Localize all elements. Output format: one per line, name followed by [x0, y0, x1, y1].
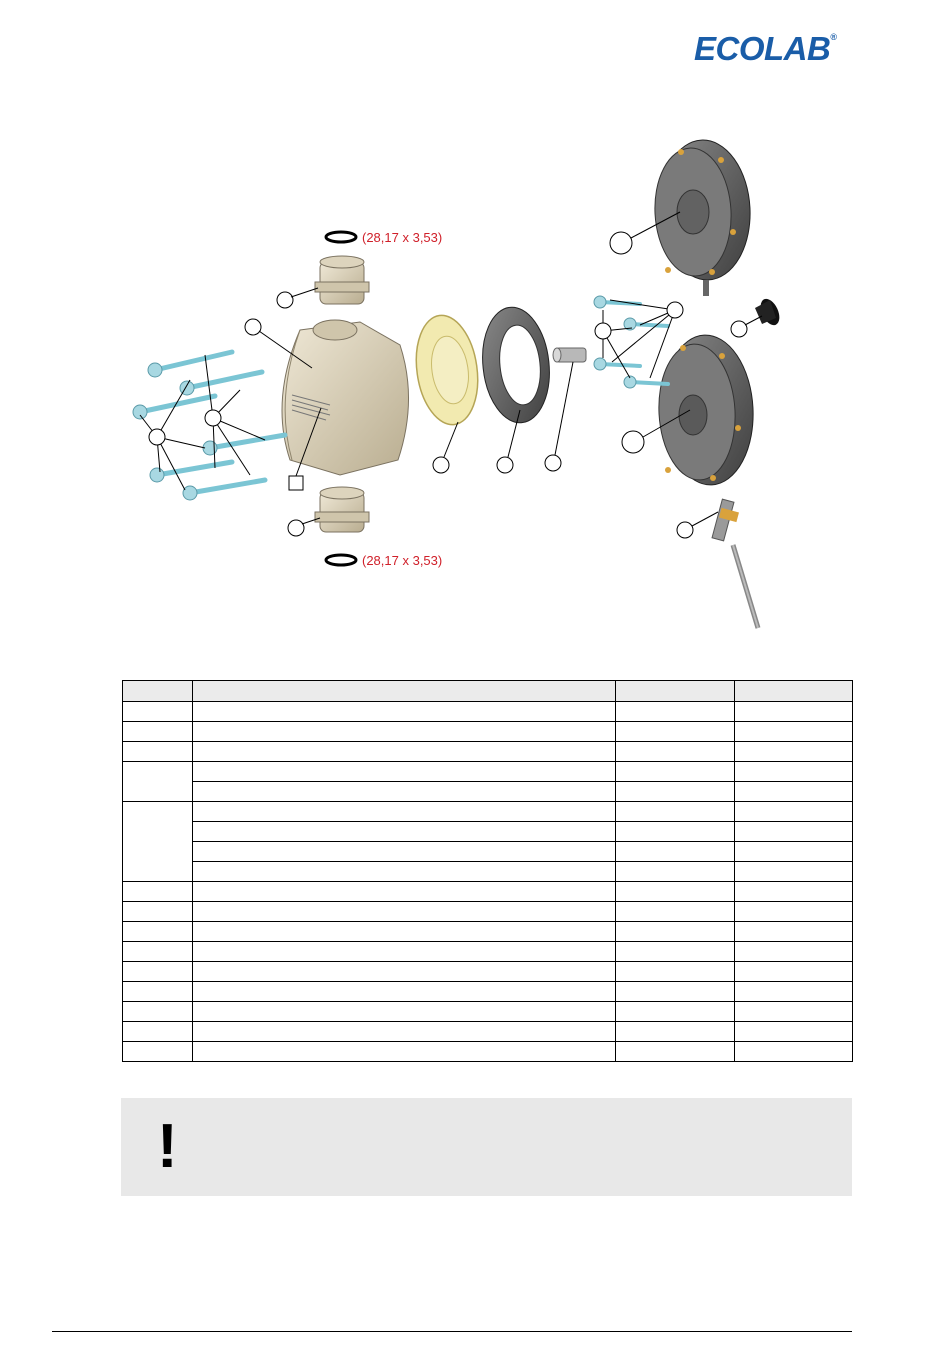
cell [735, 982, 853, 1002]
spacer-pin [553, 348, 586, 362]
cell [616, 922, 735, 942]
header-cell [123, 681, 193, 702]
logo-text: ECOLAB [694, 30, 831, 67]
notice-box [121, 1098, 852, 1196]
desc-cell [193, 922, 616, 942]
cell [616, 782, 735, 802]
cell [735, 722, 853, 742]
desc-cell [193, 842, 616, 862]
header-cell [616, 681, 735, 702]
pos-cell [123, 722, 193, 742]
desc-cell [193, 982, 616, 1002]
cell [735, 942, 853, 962]
table-row [123, 822, 853, 842]
pos-cell [123, 922, 193, 942]
table-row [123, 962, 853, 982]
cell [616, 982, 735, 1002]
pos-cell [123, 1022, 193, 1042]
table-row [123, 722, 853, 742]
desc-cell [193, 702, 616, 722]
cell [735, 1042, 853, 1062]
diaphragm [410, 311, 485, 428]
desc-cell [193, 822, 616, 842]
desc-cell [193, 802, 616, 822]
header-cell [735, 681, 853, 702]
table-row [123, 702, 853, 722]
desc-cell [193, 882, 616, 902]
desc-cell [193, 862, 616, 882]
table-row [123, 842, 853, 862]
table-row [123, 762, 853, 782]
desc-cell [193, 782, 616, 802]
cell [735, 702, 853, 722]
cell [616, 1022, 735, 1042]
pos-cell [123, 1002, 193, 1022]
cell [616, 902, 735, 922]
cell [616, 1042, 735, 1062]
pump-head [282, 320, 409, 475]
table-row [123, 982, 853, 1002]
desc-cell [193, 762, 616, 782]
flange-bottom [655, 333, 756, 488]
desc-cell [193, 742, 616, 762]
pos-cell [123, 1042, 193, 1062]
cell [616, 842, 735, 862]
table-row [123, 1022, 853, 1042]
desc-cell [193, 1042, 616, 1062]
sensor-valve [712, 499, 758, 628]
cell [735, 842, 853, 862]
cell [735, 922, 853, 942]
parts-table [122, 680, 853, 1062]
table-row [123, 1042, 853, 1062]
cell [735, 822, 853, 842]
cell [735, 782, 853, 802]
cap [755, 296, 783, 328]
table-row [123, 922, 853, 942]
pos-cell [123, 802, 193, 882]
cell [616, 822, 735, 842]
valve-bottom [315, 487, 369, 532]
cell [735, 862, 853, 882]
registered-mark: ® [830, 32, 837, 42]
cell [735, 762, 853, 782]
cell [735, 1002, 853, 1022]
cell [616, 742, 735, 762]
cell [735, 742, 853, 762]
pos-cell [123, 762, 193, 802]
desc-cell [193, 902, 616, 922]
desc-cell [193, 962, 616, 982]
table-row [123, 1002, 853, 1022]
table-row [123, 902, 853, 922]
flange-top [652, 138, 754, 296]
cell [616, 882, 735, 902]
table-row [123, 742, 853, 762]
seal-ring [477, 304, 555, 426]
cell [616, 762, 735, 782]
pos-cell [123, 742, 193, 762]
cell [616, 862, 735, 882]
footer-divider [52, 1331, 852, 1332]
table-row [123, 862, 853, 882]
cell [735, 902, 853, 922]
desc-cell [193, 1002, 616, 1022]
table-row [123, 802, 853, 822]
pos-cell [123, 982, 193, 1002]
cell [616, 722, 735, 742]
desc-cell [193, 942, 616, 962]
cell [735, 802, 853, 822]
table-row [123, 882, 853, 902]
cell [735, 882, 853, 902]
exploded-view-diagram [0, 0, 950, 660]
header-cell [193, 681, 616, 702]
cell [735, 962, 853, 982]
cell [616, 942, 735, 962]
table-row [123, 782, 853, 802]
cell [616, 702, 735, 722]
pos-cell [123, 902, 193, 922]
pos-cell [123, 882, 193, 902]
cell [735, 1022, 853, 1042]
pos-cell [123, 942, 193, 962]
valve-top [315, 256, 369, 304]
cell [616, 1002, 735, 1022]
cell [616, 962, 735, 982]
o-ring-top-dimension: (28,17 x 3,53) [362, 230, 443, 245]
desc-cell [193, 1022, 616, 1042]
cell [616, 802, 735, 822]
table-header-row [123, 681, 853, 702]
pos-cell [123, 962, 193, 982]
o-ring-top [326, 232, 356, 242]
o-ring-bottom [326, 555, 356, 565]
o-ring-bottom-dimension: (28,17 x 3,53) [362, 553, 443, 568]
pos-cell [123, 702, 193, 722]
exclamation-icon: ! [157, 1112, 178, 1181]
desc-cell [193, 722, 616, 742]
table-row [123, 942, 853, 962]
